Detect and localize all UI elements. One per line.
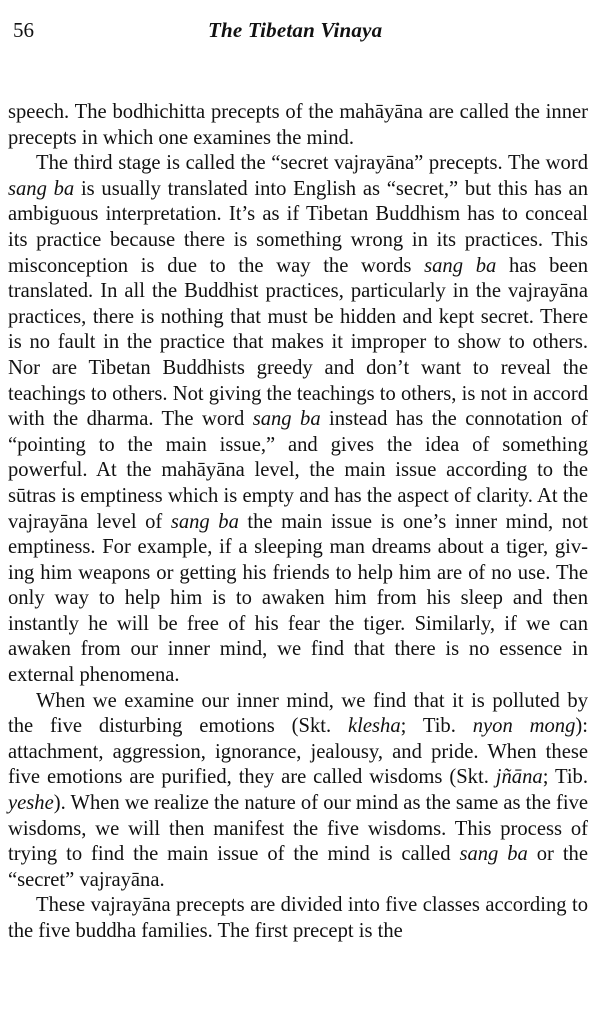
text-run: instead has the connotation of “pointing to the main issue,” and gives the idea of something powerful. At the mahāyāna level, the main issue according to the sūtras is emptiness which is empty and has the aspect of clarity. At the vajrayāna level of — [8, 408, 588, 533]
italic-term: sang ba — [459, 843, 528, 866]
italic-term: sang ba — [424, 254, 497, 277]
text-run: ). When we realize the nature of our mind as the same as the five wisdoms, we will then manifest the five wisdoms. This process of trying to find the main issue of the mind is called — [8, 792, 589, 866]
text-run: ; Tib. — [542, 766, 588, 789]
page-header — [8, 16, 592, 56]
text-run: has been translated. In all the Buddhist practices, particularly in the vajrayāna practices, there is nothing that must be hidden and kept secret. There is no fault in the practice that makes it improper to show to others. Nor are Tibetan Buddhists greedy and don’t want to reveal the teachings to others. Not giving the teachings to others, is not in accord with the dharma. The word — [8, 254, 589, 431]
text-run: The third stage is called the “secret vajrayāna” precepts. The word — [36, 152, 588, 175]
text-run: is usually translated into English as “secret,” but this has an ambiguous interpretation. It’s as if Tibetan Buddhism has to conceal its practice because there is something wrong in its practices. This misconception is due to the way the words — [8, 177, 588, 277]
running-title: The Tibetan Vinaya — [208, 18, 383, 42]
page-number: 56 — [13, 18, 34, 42]
italic-term: jñāna — [495, 766, 543, 789]
text-run: ): attachment, aggression, ignorance, jealousy, and pride. When these five emotions are purified, they are called wisdoms (Skt. — [8, 715, 588, 789]
text-run: ; Tib. — [400, 715, 473, 738]
italic-term: klesha — [348, 715, 401, 738]
text-run: These vajrayāna precepts are divided into five classes according to the five buddha families. The first precept is the — [8, 894, 588, 942]
text-run: or the “secret” vajrayāna. — [8, 843, 588, 891]
italic-term: sang ba — [252, 408, 321, 431]
text-run: When we examine our inner mind, we find that it is polluted by the five disturbing emotions (Skt. — [8, 689, 588, 738]
paragraph-1 — [8, 100, 588, 151]
italic-term: nyon mong — [472, 715, 576, 738]
paragraph-2 — [8, 151, 588, 688]
italic-term: sang ba — [8, 177, 75, 200]
text-run: speech. The bodhichitta precepts of the mahāyāna are called the inner precepts in which one examines the mind. — [8, 101, 588, 149]
body-text — [8, 100, 588, 945]
text-run: the main issue is one’s inner mind, not emptiness. For example, if a sleeping man dreams about a tiger, giving him weapons or getting his friends to help him are of no use. The only way to help him is to awaken him from his sleep and then instantly he will be free of his fear the tiger. Similarly, if we can awaken from our inner mind, we find that there is no essence in external phenomena. — [8, 510, 589, 687]
italic-term: sang ba — [170, 510, 239, 533]
paragraph-3 — [8, 689, 588, 894]
paragraph-4 — [8, 893, 588, 944]
italic-term: yeshe — [8, 792, 54, 815]
